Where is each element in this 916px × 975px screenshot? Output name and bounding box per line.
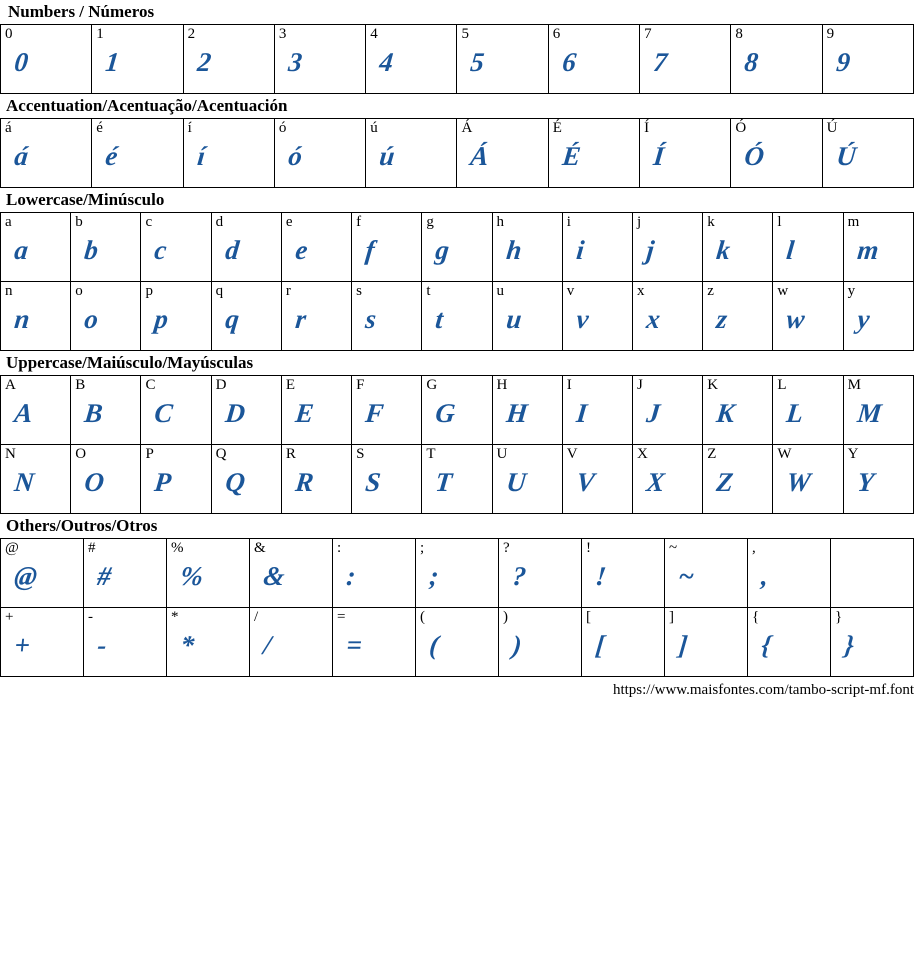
- glyph-label: (: [420, 609, 425, 625]
- glyph-table-numbers: [0, 24, 914, 94]
- glyph-label: -: [88, 609, 93, 625]
- glyph-cell: [84, 608, 167, 677]
- glyph-cell: [562, 282, 632, 351]
- glyph-cell: [548, 119, 639, 188]
- glyph-cell: [183, 25, 274, 94]
- glyph-cell: [632, 376, 702, 445]
- glyph-sample: v: [574, 304, 591, 334]
- glyph-label: }: [835, 609, 843, 625]
- glyph-sample: u: [504, 304, 524, 334]
- glyph-sample: á: [13, 141, 31, 171]
- table-row: [1, 25, 914, 94]
- glyph-sample: a: [13, 235, 31, 265]
- glyph-cell: [71, 282, 141, 351]
- glyph-cell: [582, 539, 665, 608]
- glyph-label: z: [707, 283, 714, 299]
- glyph-cell: [632, 282, 702, 351]
- glyph-sample: E: [293, 398, 316, 428]
- glyph-label: n: [5, 283, 13, 299]
- table-row: [1, 539, 914, 608]
- glyph-sample: e: [293, 235, 310, 265]
- glyph-sample: K: [715, 398, 737, 428]
- glyph-sample: O: [83, 467, 107, 497]
- glyph-cell: [71, 445, 141, 514]
- glyph-cell: [492, 376, 562, 445]
- table-row: [1, 608, 914, 677]
- glyph-cell: [748, 608, 831, 677]
- glyph-label: +: [5, 609, 14, 625]
- glyph-sample: B: [83, 398, 105, 428]
- glyph-label: V: [566, 446, 578, 462]
- glyph-label: s: [356, 283, 362, 299]
- glyph-label: D: [215, 377, 227, 393]
- glyph-sample: í: [195, 141, 207, 171]
- glyph-cell: [183, 119, 274, 188]
- glyph-sample: X: [644, 467, 667, 497]
- glyph-cell: [748, 539, 831, 608]
- glyph-cell: [1, 282, 71, 351]
- table-row: [1, 213, 914, 282]
- glyph-sample: Í: [652, 141, 667, 171]
- glyph-label: Ó: [735, 120, 747, 136]
- glyph-sample: H: [504, 398, 530, 428]
- glyph-label: X: [636, 446, 648, 462]
- glyph-cell: [731, 25, 822, 94]
- glyph-label: M: [847, 377, 861, 393]
- glyph-label: :: [337, 540, 342, 556]
- glyph-sample: /: [262, 630, 274, 660]
- glyph-label: R: [285, 446, 296, 462]
- glyph-sample: k: [715, 235, 733, 265]
- glyph-sample: Ú: [834, 141, 858, 171]
- glyph-cell: [352, 445, 422, 514]
- glyph-sample: l: [785, 235, 797, 265]
- glyph-label: j: [636, 214, 642, 230]
- glyph-label: ,: [752, 540, 756, 556]
- glyph-sample: ]: [677, 630, 690, 660]
- glyph-cell: [1, 376, 71, 445]
- glyph-cell: [773, 445, 843, 514]
- glyph-cell: [141, 213, 211, 282]
- glyph-cell: [843, 282, 913, 351]
- glyph-cell: [333, 539, 416, 608]
- glyph-cell: [640, 25, 731, 94]
- glyph-sample: 5: [469, 47, 487, 77]
- glyph-label: g: [426, 214, 434, 230]
- glyph-sample: t: [434, 304, 446, 334]
- source-url[interactable]: https://www.maisfontes.com/tambo-script-mf.font: [612, 682, 914, 698]
- glyph-sample: M: [855, 398, 884, 428]
- glyph-cell: [822, 25, 913, 94]
- glyph-table-accentuation: [0, 118, 914, 188]
- glyph-label: ]: [669, 609, 674, 625]
- glyph-label: 7: [644, 26, 652, 42]
- glyph-cell: [141, 445, 211, 514]
- glyph-label: Z: [707, 446, 717, 462]
- glyph-sample: m: [855, 235, 881, 265]
- glyph-cell: [703, 213, 773, 282]
- glyph-cell: [1, 119, 92, 188]
- glyph-sample: i: [574, 235, 586, 265]
- glyph-cell: [422, 445, 492, 514]
- glyph-cell: [492, 445, 562, 514]
- glyph-label: v: [566, 283, 575, 299]
- glyph-label: k: [707, 214, 715, 230]
- glyph-label: 0: [5, 26, 13, 42]
- glyph-cell: [274, 25, 365, 94]
- glyph-sample: R: [293, 467, 316, 497]
- glyph-label: @: [5, 540, 19, 556]
- glyph-sample: I: [574, 398, 589, 428]
- glyph-label: Á: [461, 120, 473, 136]
- glyph-sample: {: [760, 630, 774, 660]
- glyph-cell: [703, 445, 773, 514]
- glyph-sample: 3: [286, 47, 305, 77]
- glyph-sample: r: [293, 304, 309, 334]
- glyph-sample: 6: [560, 47, 578, 77]
- glyph-sample: g: [434, 235, 452, 265]
- section-title-lowercase: Lowercase/Minúsculo: [6, 190, 165, 209]
- glyph-label: P: [145, 446, 154, 462]
- table-row: [1, 119, 914, 188]
- glyph-label: Ú: [826, 120, 838, 136]
- glyph-label: 9: [826, 26, 835, 42]
- glyph-sample: f: [364, 235, 377, 265]
- glyph-cell: [167, 539, 250, 608]
- glyph-sample: 2: [195, 47, 213, 77]
- glyph-sample: 1: [104, 47, 122, 77]
- glyph-cell: [1, 213, 71, 282]
- glyph-table-lowercase: [0, 212, 914, 351]
- glyph-cell: [167, 608, 250, 677]
- glyph-cell: [499, 539, 582, 608]
- glyph-cell: [843, 376, 913, 445]
- glyph-label: a: [5, 214, 12, 230]
- glyph-sample: y: [855, 304, 872, 334]
- glyph-sample: #: [96, 561, 114, 591]
- glyph-sample: J: [644, 398, 663, 428]
- glyph-label: K: [707, 377, 719, 393]
- glyph-label: ?: [503, 540, 510, 556]
- glyph-cell: [71, 213, 141, 282]
- glyph-sample: @: [13, 561, 40, 591]
- glyph-cell: [499, 608, 582, 677]
- glyph-cell: [366, 25, 457, 94]
- glyph-label: d: [215, 214, 224, 230]
- glyph-label: Y: [847, 446, 859, 462]
- glyph-label: t: [426, 283, 431, 299]
- glyph-cell: [632, 213, 702, 282]
- glyph-sample: :: [345, 561, 358, 591]
- glyph-cell: [457, 119, 548, 188]
- glyph-label: É: [552, 120, 562, 136]
- glyph-label: i: [566, 214, 571, 230]
- glyph-cell: [831, 608, 914, 677]
- glyph-sample: T: [434, 467, 455, 497]
- section-title-accentuation: Accentuation/Acentuação/Acentuación: [6, 96, 288, 115]
- glyph-cell: [640, 119, 731, 188]
- glyph-sample: ,: [760, 561, 771, 591]
- glyph-sample: ;: [428, 561, 441, 591]
- glyph-label: 2: [187, 26, 196, 42]
- glyph-cell: [84, 539, 167, 608]
- glyph-label: #: [88, 540, 96, 556]
- glyph-cell: [562, 213, 632, 282]
- glyph-table-others: [0, 538, 914, 677]
- glyph-label: B: [75, 377, 86, 393]
- glyph-cell: [703, 282, 773, 351]
- glyph-label: e: [285, 214, 293, 230]
- glyph-sample: b: [83, 235, 101, 265]
- glyph-cell: [422, 376, 492, 445]
- glyph-cell: [843, 445, 913, 514]
- glyph-cell: [281, 376, 351, 445]
- glyph-sample: 4: [378, 47, 396, 77]
- glyph-cell: [632, 445, 702, 514]
- glyph-sample: 7: [652, 47, 670, 77]
- glyph-sample: n: [13, 304, 32, 334]
- glyph-sample: !: [594, 561, 609, 591]
- glyph-label: w: [777, 283, 789, 299]
- glyph-sample: [: [594, 630, 607, 660]
- glyph-cell: [71, 376, 141, 445]
- glyph-cell: [211, 282, 281, 351]
- glyph-cell: [562, 376, 632, 445]
- glyph-cell: [422, 213, 492, 282]
- table-row: [1, 376, 914, 445]
- glyph-cell: [703, 376, 773, 445]
- glyph-cell: [843, 213, 913, 282]
- section-title-numbers: Numbers / Números: [8, 2, 155, 21]
- glyph-cell: [773, 282, 843, 351]
- glyph-sample: o: [83, 304, 101, 334]
- glyph-sample: ?: [511, 561, 529, 591]
- glyph-label: L: [777, 377, 787, 393]
- glyph-cell: [773, 376, 843, 445]
- glyph-cell: [211, 213, 281, 282]
- glyph-cell: [1, 445, 71, 514]
- glyph-label: 5: [461, 26, 469, 42]
- glyph-sample: (: [428, 630, 441, 660]
- glyph-sample: V: [574, 467, 597, 497]
- glyph-sample: 9: [834, 47, 852, 77]
- glyph-cell: [773, 213, 843, 282]
- glyph-cell: [141, 282, 211, 351]
- glyph-label: N: [5, 446, 16, 462]
- glyph-sample: Z: [715, 467, 736, 497]
- glyph-sample: ~: [677, 561, 697, 591]
- glyph-sample: Ó: [743, 141, 767, 171]
- glyph-sample: U: [504, 467, 528, 497]
- glyph-cell: [352, 376, 422, 445]
- glyph-label: =: [337, 609, 346, 625]
- glyph-label: 8: [735, 26, 743, 42]
- glyph-cell: [352, 213, 422, 282]
- section-title-others: Others/Outros/Otros: [6, 516, 158, 535]
- glyph-sample: +: [13, 630, 33, 660]
- glyph-cell: [422, 282, 492, 351]
- glyph-label: h: [496, 214, 505, 230]
- glyph-sample: -: [96, 630, 109, 660]
- glyph-label: m: [847, 214, 860, 230]
- glyph-cell: [1, 539, 84, 608]
- glyph-cell: [492, 213, 562, 282]
- glyph-label: C: [145, 377, 156, 393]
- glyph-label: o: [75, 283, 83, 299]
- glyph-sample: c: [153, 235, 170, 265]
- section-title-uppercase: Uppercase/Maiúsculo/Mayúsculas: [6, 353, 254, 372]
- glyph-cell: [457, 25, 548, 94]
- glyph-label: S: [356, 446, 365, 462]
- glyph-label: u: [496, 283, 505, 299]
- glyph-cell: [548, 25, 639, 94]
- glyph-label: í: [187, 120, 192, 136]
- glyph-label: c: [145, 214, 153, 230]
- glyph-sample: ú: [378, 141, 397, 171]
- glyph-cell: [665, 539, 748, 608]
- glyph-sample: d: [223, 235, 241, 265]
- glyph-label: é: [96, 120, 103, 136]
- glyph-label: {: [752, 609, 760, 625]
- glyph-sample: A: [13, 398, 35, 428]
- glyph-label: Q: [215, 446, 227, 462]
- glyph-label: H: [496, 377, 508, 393]
- glyph-label: ~: [669, 540, 678, 556]
- glyph-label: %: [171, 540, 184, 556]
- glyph-sample: 0: [13, 47, 31, 77]
- glyph-label: ): [503, 609, 508, 625]
- glyph-label: p: [145, 283, 153, 299]
- glyph-label: F: [356, 377, 365, 393]
- glyph-label: [: [586, 609, 591, 625]
- glyph-label: ó: [278, 120, 287, 136]
- glyph-sample: D: [223, 398, 247, 428]
- glyph-sample: Y: [855, 467, 876, 497]
- glyph-label: q: [215, 283, 224, 299]
- glyph-label: T: [426, 446, 436, 462]
- glyph-sample: Á: [469, 141, 492, 171]
- glyph-cell: [416, 608, 499, 677]
- glyph-cell: [281, 445, 351, 514]
- glyph-label: ;: [420, 540, 425, 556]
- glyph-label: G: [426, 377, 438, 393]
- glyph-sample: &: [262, 561, 287, 591]
- glyph-label: U: [496, 446, 508, 462]
- glyph-sample: G: [434, 398, 458, 428]
- glyph-sample: N: [13, 467, 37, 497]
- glyph-cell: [416, 539, 499, 608]
- glyph-cell: [1, 608, 84, 677]
- glyph-label: &: [254, 540, 266, 556]
- glyph-cell: [822, 119, 913, 188]
- glyph-cell: [92, 119, 183, 188]
- glyph-sample: %: [179, 561, 206, 591]
- glyph-sample: L: [785, 398, 806, 428]
- glyph-sample: x: [644, 304, 663, 334]
- glyph-cell: [492, 282, 562, 351]
- glyph-label: A: [5, 377, 16, 393]
- glyph-cell: [366, 119, 457, 188]
- glyph-label: x: [636, 283, 645, 299]
- glyph-sample: 8: [743, 47, 761, 77]
- glyph-cell: [141, 376, 211, 445]
- glyph-label: 3: [278, 26, 287, 42]
- glyph-sample: h: [504, 235, 524, 265]
- glyph-sample: ): [511, 630, 524, 660]
- glyph-table-uppercase: [0, 375, 914, 514]
- glyph-sample: é: [104, 141, 120, 171]
- glyph-cell: [281, 213, 351, 282]
- glyph-sample: =: [345, 630, 365, 660]
- glyph-cell: [250, 539, 333, 608]
- glyph-label: ú: [370, 120, 378, 136]
- glyph-sample: j: [644, 235, 657, 265]
- glyph-label: O: [75, 446, 87, 462]
- glyph-cell: [352, 282, 422, 351]
- glyph-cell: [1, 25, 92, 94]
- glyph-label: !: [586, 540, 591, 556]
- glyph-sample: ó: [286, 141, 305, 171]
- glyph-cell: [582, 608, 665, 677]
- glyph-label: 4: [370, 26, 378, 42]
- glyph-cell: [250, 608, 333, 677]
- glyph-cell: [211, 376, 281, 445]
- glyph-cell: [562, 445, 632, 514]
- glyph-sample: C: [153, 398, 176, 428]
- glyph-cell: [281, 282, 351, 351]
- glyph-cell: [211, 445, 281, 514]
- glyph-label: á: [5, 120, 12, 136]
- glyph-cell: [665, 608, 748, 677]
- glyph-label: b: [75, 214, 83, 230]
- glyph-label: 1: [96, 26, 104, 42]
- glyph-sample: É: [560, 141, 583, 171]
- glyph-label: I: [566, 377, 572, 393]
- glyph-sample: p: [153, 304, 171, 334]
- glyph-label: f: [356, 214, 362, 230]
- glyph-sample: z: [715, 304, 730, 334]
- glyph-cell-empty: [831, 539, 914, 608]
- glyph-label: r: [285, 283, 291, 299]
- glyph-sample: W: [785, 467, 814, 497]
- glyph-sample: q: [223, 304, 241, 334]
- glyph-cell: [731, 119, 822, 188]
- glyph-sample: S: [364, 467, 383, 497]
- glyph-label: E: [285, 377, 296, 393]
- glyph-label: 6: [552, 26, 561, 42]
- glyph-cell: [274, 119, 365, 188]
- glyph-label: y: [847, 283, 856, 299]
- glyph-label: Í: [644, 120, 650, 136]
- glyph-cell: [92, 25, 183, 94]
- glyph-cell: [333, 608, 416, 677]
- glyph-label: J: [636, 377, 643, 393]
- glyph-label: /: [254, 609, 259, 625]
- table-row: [1, 445, 914, 514]
- glyph-label: *: [171, 609, 179, 625]
- glyph-label: l: [777, 214, 782, 230]
- glyph-label: W: [777, 446, 792, 462]
- glyph-sample: P: [153, 467, 174, 497]
- glyph-sample: Q: [223, 467, 247, 497]
- glyph-sample: }: [843, 630, 857, 660]
- glyph-sample: s: [364, 304, 379, 334]
- table-row: [1, 282, 914, 351]
- glyph-sample: w: [785, 304, 808, 334]
- glyph-sample: F: [364, 398, 386, 428]
- glyph-sample: *: [179, 630, 197, 660]
